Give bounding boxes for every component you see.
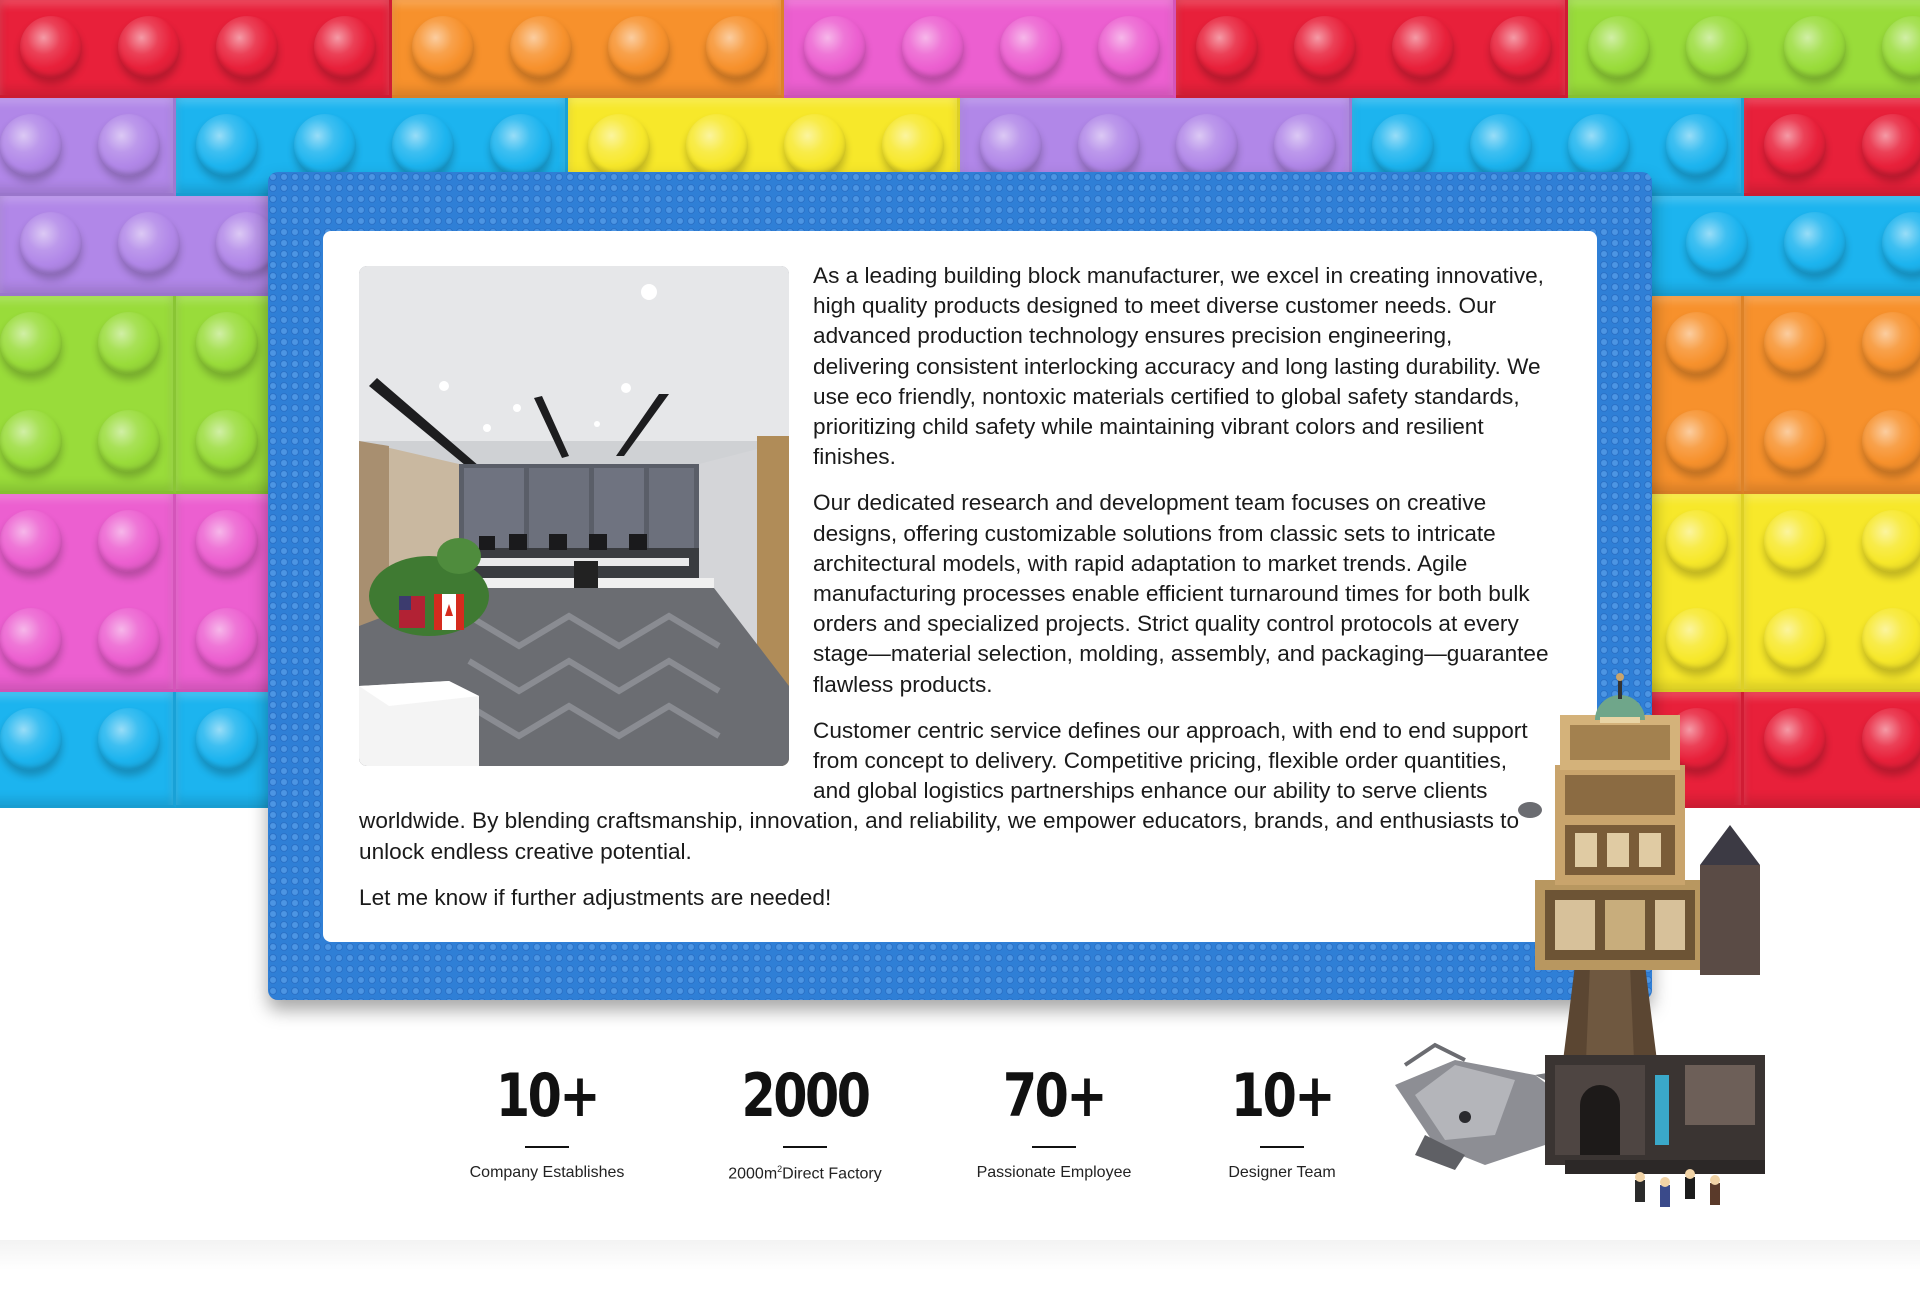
brick-stud: [1490, 16, 1552, 78]
brick-stud: [1000, 16, 1062, 78]
brick-stud: [490, 114, 552, 176]
brick: [1744, 494, 1920, 692]
brick-stud: [1568, 114, 1630, 176]
stat-factory-area: [685, 1060, 925, 1183]
brick-stud: [1764, 312, 1826, 374]
brick-stud: [1392, 16, 1454, 78]
brick-stud: [1764, 608, 1826, 670]
brick-stud: [98, 708, 160, 770]
brick-stud: [0, 114, 62, 176]
brick-stud: [98, 608, 160, 670]
brick-stud: [216, 16, 278, 78]
brick-stud: [1862, 114, 1920, 176]
brick-stud: [98, 410, 160, 472]
stat-divider: [1032, 1146, 1076, 1148]
brick-stud: [0, 708, 62, 770]
stat-divider: [525, 1146, 569, 1148]
brick-stud: [98, 114, 160, 176]
brick-stud: [20, 16, 82, 78]
brick: [1744, 98, 1920, 196]
brick-stud: [196, 312, 258, 374]
brick-stud: [804, 16, 866, 78]
brick-stud: [1882, 16, 1920, 78]
about-paragraph-1: As a leading building block manufacturer, we excel in creating innovative, high quality products designed to meet diverse customer needs. Our advanced production technology ensures precision engineering, delivering consistent interlocking accuracy and long lasting durability. We use eco friendly, nontoxic materials certified to global safety standards, prioritizing child safety while maintaining vibrant colors and resilient finishes.: [813, 263, 1544, 470]
stat-value: 10+: [495, 1061, 599, 1131]
brick: [0, 0, 392, 98]
brick: [0, 296, 176, 494]
brick-stud: [98, 312, 160, 374]
brick-stud: [1098, 16, 1160, 78]
stat-company-established: [427, 1060, 667, 1182]
brick: [392, 0, 784, 98]
brick-stud: [1784, 212, 1846, 274]
stat-label-prefix: 2000m: [728, 1165, 778, 1183]
brick-stud: [902, 16, 964, 78]
brick-stud: [1764, 114, 1826, 176]
brick-stud: [0, 312, 62, 374]
brick-stud: [1666, 312, 1728, 374]
brick-stud: [412, 16, 474, 78]
section-divider-shadow: [0, 1240, 1920, 1270]
brick-stud: [1862, 410, 1920, 472]
brick-stud: [1078, 114, 1140, 176]
brick-stud: [0, 510, 62, 572]
about-closing: Let me know if further adjustments are needed!: [359, 884, 832, 910]
brick-stud: [1666, 608, 1728, 670]
brick-stud: [196, 410, 258, 472]
brick-stud: [392, 114, 454, 176]
brick: [1744, 296, 1920, 494]
stat-value: 2000: [741, 1061, 869, 1131]
stat-label: [685, 1164, 925, 1183]
brick-stud: [608, 16, 670, 78]
brick-stud: [882, 114, 944, 176]
stat-designer-team: [1162, 1060, 1402, 1182]
brick: [1176, 0, 1568, 98]
stat-label: Passionate Employee: [976, 1164, 1132, 1181]
brick-stud: [314, 16, 376, 78]
brick-stud: [98, 510, 160, 572]
about-paragraph-3: Customer centric service defines our approach, with end to end support from concept to delivery. Competitive pricing, flexible order quantities, and global logistics partnerships enhance our ability to serve clients worldwide. By blending craftsmanship, innovation, and reliability, we empower educators, brands, and enthusiasts to unlock endless creative potential.: [359, 717, 1528, 864]
brick-stud: [1862, 708, 1920, 770]
about-text: [359, 261, 1549, 929]
brick: [0, 692, 176, 808]
stat-value: 70+: [1002, 1061, 1106, 1131]
about-paragraph-2: Our dedicated research and development team focuses on creative designs, offering customizable solutions from classic sets to intricate architectural models, with rapid adaptation to market trends. Agile manufacturing processes enable efficient turnaround times for both bulk orders and specialized projects. Strict quality control protocols at every stage—material selection, molding, assembly, and packaging—guarantee flawless products.: [813, 490, 1549, 697]
brick-stud: [1666, 114, 1728, 176]
brick-stud: [1764, 510, 1826, 572]
stat-label: Designer Team: [1228, 1164, 1336, 1181]
brick-stud: [0, 410, 62, 472]
brick-stud: [1686, 16, 1748, 78]
brick-stud: [1588, 16, 1650, 78]
brick-stud: [1764, 410, 1826, 472]
brick-stud: [1470, 114, 1532, 176]
brick-stud: [1274, 114, 1336, 176]
brick-stud: [1882, 212, 1920, 274]
stat-employees: [934, 1060, 1174, 1182]
brick: [0, 98, 176, 196]
brick-stud: [1784, 16, 1846, 78]
brick-stud: [588, 114, 650, 176]
brick-stud: [980, 114, 1042, 176]
brick: [1568, 0, 1920, 98]
brick-stud: [784, 114, 846, 176]
brick-stud: [196, 510, 258, 572]
brick-stud: [686, 114, 748, 176]
brick-stud: [1862, 608, 1920, 670]
brick-stud: [196, 708, 258, 770]
brick-stud: [1862, 510, 1920, 572]
brick-stud: [510, 16, 572, 78]
brick-stud: [1176, 114, 1238, 176]
stat-label-suffix: Direct Factory: [782, 1165, 882, 1183]
stat-label-sup: 2: [777, 1164, 783, 1174]
brick-stud: [706, 16, 768, 78]
brick-stud: [118, 212, 180, 274]
brick-stud: [196, 114, 258, 176]
brick-stud: [1666, 510, 1728, 572]
brick-stud: [0, 608, 62, 670]
brick-stud: [196, 608, 258, 670]
brick-stud: [1666, 410, 1728, 472]
brick: [0, 494, 176, 692]
brick-stud: [1862, 312, 1920, 374]
castle-model-image: [1395, 665, 1795, 1225]
brick-stud: [1372, 114, 1434, 176]
brick-stud: [20, 212, 82, 274]
stat-divider: [1260, 1146, 1304, 1148]
brick-stud: [1196, 16, 1258, 78]
stat-label: Company Establishes: [469, 1164, 625, 1181]
brick: [784, 0, 1176, 98]
stat-divider: [783, 1146, 827, 1148]
brick-stud: [118, 16, 180, 78]
brick-stud: [1686, 212, 1748, 274]
brick-stud: [1294, 16, 1356, 78]
brick-stud: [294, 114, 356, 176]
stat-value: 10+: [1230, 1061, 1334, 1131]
